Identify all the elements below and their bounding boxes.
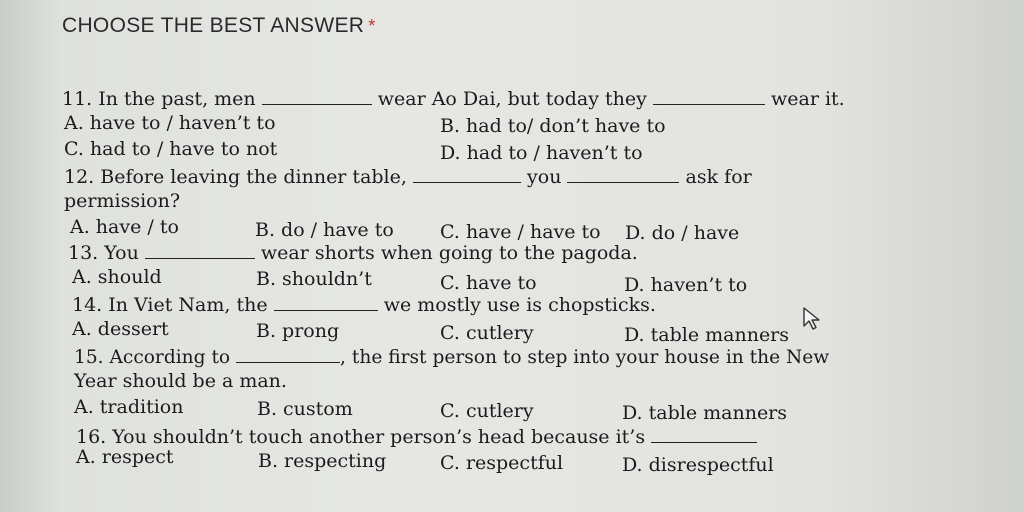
option-d[interactable]: D. had to / haven’t to	[440, 142, 643, 164]
answer-blank[interactable]	[567, 164, 679, 183]
section-header	[62, 14, 376, 38]
option-a[interactable]: A. should	[72, 266, 162, 288]
question-text: , the first person to step into your house in the New	[340, 347, 830, 368]
option-b[interactable]: B. respecting	[258, 450, 387, 472]
question-12-cont: permission?	[64, 190, 181, 212]
answer-blank[interactable]	[145, 240, 255, 259]
question-15	[74, 344, 829, 369]
question-text: you	[527, 166, 562, 188]
option-d[interactable]: D. table manners	[622, 402, 788, 424]
answer-blank[interactable]	[236, 344, 340, 363]
option-a[interactable]: A. have to / haven’t to	[64, 112, 276, 134]
option-d[interactable]: D. table manners	[624, 324, 790, 346]
option-b[interactable]: B. had to/ don’t have to	[440, 115, 666, 137]
option-c[interactable]: C. cutlery	[440, 322, 534, 344]
option-b[interactable]: B. prong	[256, 320, 340, 342]
option-a[interactable]: A. tradition	[74, 396, 184, 418]
question-text: 14. In Viet Nam, the	[72, 294, 268, 316]
question-14	[72, 292, 656, 316]
mouse-cursor-icon	[802, 307, 822, 331]
question-text: wear it.	[770, 88, 845, 110]
question-13	[68, 240, 638, 264]
option-c[interactable]: C. have / have to	[440, 221, 601, 243]
required-mark: *	[368, 16, 376, 36]
question-12	[64, 164, 752, 188]
question-text: 15. According to	[74, 347, 231, 368]
option-c[interactable]: C. have to	[440, 272, 537, 294]
question-16	[76, 424, 757, 448]
option-a[interactable]: A. respect	[76, 446, 174, 468]
question-text: 16. You shouldn’t touch another person’s head because it’s	[76, 426, 646, 448]
answer-blank[interactable]	[274, 292, 378, 311]
question-text: ask for	[685, 166, 752, 188]
question-text: we mostly use is chopsticks.	[383, 294, 656, 316]
option-c[interactable]: C. respectful	[440, 452, 564, 474]
option-a[interactable]: A. dessert	[72, 318, 169, 340]
question-text: 13. You	[68, 242, 139, 264]
answer-blank[interactable]	[651, 424, 757, 443]
option-d[interactable]: D. haven’t to	[624, 274, 748, 296]
option-b[interactable]: B. do / have to	[255, 219, 394, 241]
question-text: wear Ao Dai, but today they	[377, 88, 647, 110]
question-15-cont: Year should be a man.	[74, 370, 287, 392]
question-text: wear shorts when going to the pagoda.	[260, 242, 638, 264]
option-d[interactable]: D. do / have	[625, 222, 740, 244]
answer-blank[interactable]	[653, 86, 765, 105]
section-title: CHOOSE THE BEST ANSWER	[62, 14, 365, 37]
question-11	[62, 86, 845, 110]
answer-blank[interactable]	[413, 164, 521, 183]
option-c[interactable]: C. had to / have to not	[64, 138, 278, 160]
option-b[interactable]: B. custom	[257, 398, 353, 420]
question-text: 12. Before leaving the dinner table,	[64, 166, 407, 188]
option-a[interactable]: A. have / to	[70, 216, 179, 238]
option-c[interactable]: C. cutlery	[440, 400, 534, 422]
answer-blank[interactable]	[262, 86, 372, 105]
question-text: 11. In the past, men	[62, 88, 256, 110]
option-b[interactable]: B. shouldn’t	[256, 268, 372, 290]
option-d[interactable]: D. disrespectful	[622, 454, 774, 476]
